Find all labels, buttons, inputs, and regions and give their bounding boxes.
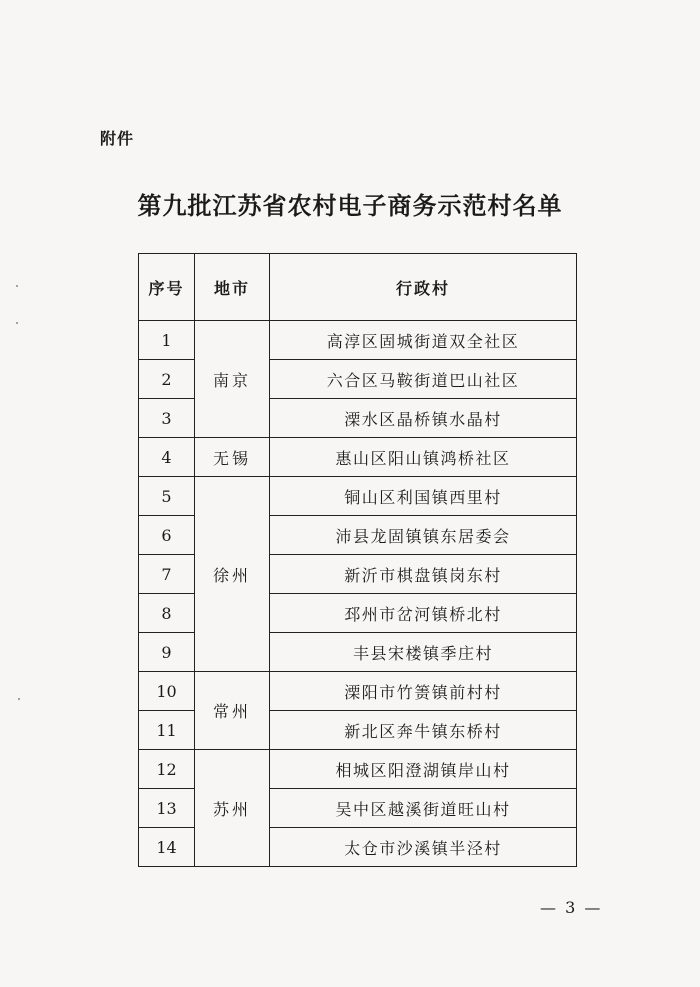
header-city: 地市 [195, 254, 270, 321]
village-cell: 太仓市沙溪镇半泾村 [270, 828, 577, 867]
serial-number-cell: 7 [139, 555, 195, 594]
table-header-row [139, 254, 577, 321]
attachment-label: 附件 [100, 129, 135, 148]
serial-number-cell: 14 [139, 828, 195, 867]
city-cell: 常州 [195, 672, 270, 750]
village-cell: 吴中区越溪街道旺山村 [270, 789, 577, 828]
village-list-table [138, 253, 577, 867]
village-cell: 溧阳市竹箦镇前村村 [270, 672, 577, 711]
serial-number-cell: 1 [139, 321, 195, 360]
city-cell: 无锡 [195, 438, 270, 477]
header-administrative-village: 行政村 [270, 254, 577, 321]
table-row [139, 321, 577, 360]
table-row [139, 438, 577, 477]
city-cell: 徐州 [195, 477, 270, 672]
table-row [139, 750, 577, 789]
village-cell: 邳州市岔河镇桥北村 [270, 594, 577, 633]
city-cell: 南京 [195, 321, 270, 438]
village-cell: 高淳区固城街道双全社区 [270, 321, 577, 360]
village-cell: 惠山区阳山镇鸿桥社区 [270, 438, 577, 477]
serial-number-cell: 4 [139, 438, 195, 477]
village-cell: 铜山区利国镇西里村 [270, 477, 577, 516]
serial-number-cell: 2 [139, 360, 195, 399]
serial-number-cell: 10 [139, 672, 195, 711]
serial-number-cell: 13 [139, 789, 195, 828]
village-cell: 相城区阳澄湖镇岸山村 [270, 750, 577, 789]
village-cell: 新北区奔牛镇东桥村 [270, 711, 577, 750]
table-row [139, 672, 577, 711]
village-cell: 溧水区晶桥镇水晶村 [270, 399, 577, 438]
serial-number-cell: 5 [139, 477, 195, 516]
village-cell: 新沂市棋盘镇岗东村 [270, 555, 577, 594]
scan-speck [18, 698, 20, 700]
document-title: 第九批江苏省农村电子商务示范村名单 [137, 191, 563, 220]
serial-number-cell: 6 [139, 516, 195, 555]
scan-speck [16, 322, 18, 324]
header-serial-number: 序号 [139, 254, 195, 321]
table-body [139, 321, 577, 867]
scan-speck [16, 285, 18, 287]
table-row [139, 477, 577, 516]
serial-number-cell: 11 [139, 711, 195, 750]
serial-number-cell: 3 [139, 399, 195, 438]
city-cell: 苏州 [195, 750, 270, 867]
page-number: — 3 — [540, 898, 603, 917]
serial-number-cell: 9 [139, 633, 195, 672]
village-cell: 沛县龙固镇镇东居委会 [270, 516, 577, 555]
village-cell: 丰县宋楼镇季庄村 [270, 633, 577, 672]
serial-number-cell: 8 [139, 594, 195, 633]
village-cell: 六合区马鞍街道巴山社区 [270, 360, 577, 399]
serial-number-cell: 12 [139, 750, 195, 789]
